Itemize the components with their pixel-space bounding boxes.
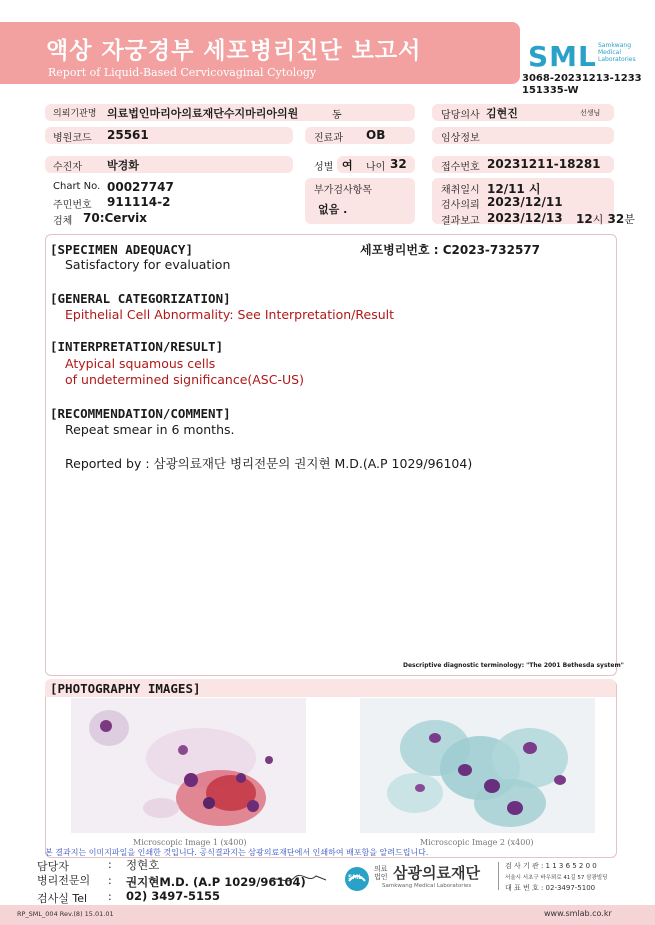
extra-tests-label: 부가검사항목 [314, 185, 372, 196]
interpretation-heading: [INTERPRETATION/RESULT] [50, 339, 224, 354]
pathologist-value: 권지현M.D. (A.P 1029/96104) [126, 875, 306, 889]
adequacy-heading: [SPECIMEN ADEQUACY] [50, 242, 193, 257]
tel-label: 검사실 Tel [37, 892, 88, 905]
receipt-value: 20231211-18281 [487, 157, 601, 171]
patient-value: 박경화 [107, 159, 139, 172]
reported-hour-unit: 시 [592, 213, 604, 226]
patient-label: 수진자 [53, 162, 82, 173]
general-text: Epithelial Cell Abnormality: See Interpretation/Result [65, 307, 394, 322]
reported-time [576, 211, 635, 227]
microscopic-image-2 [360, 698, 595, 833]
reported-minute: 32 [607, 212, 625, 226]
sml-logo: SML [528, 40, 597, 73]
institution-label: 의뢰기관명 [53, 109, 97, 119]
specimen-value: 70:Cervix [83, 211, 148, 225]
staff-value: 정현호 [126, 858, 160, 872]
institution-suffix: 동 [332, 110, 342, 121]
adequacy-text: Satisfactory for evaluation [65, 257, 231, 272]
general-heading: [GENERAL CATEGORIZATION] [50, 291, 231, 306]
specimen-label: 검체 [53, 216, 73, 227]
id-value: 911114-2 [107, 195, 171, 209]
tel-value: 02) 3497-5155 [126, 889, 221, 903]
chart-value: 00027747 [107, 180, 174, 194]
footer-divider [498, 862, 499, 890]
recommendation-heading: [RECOMMENDATION/COMMENT] [50, 406, 231, 421]
clinical-info-label: 임상정보 [441, 133, 480, 144]
institution-value: 의료법인마리아의료재단수지마리아의원 [107, 107, 299, 120]
print-notice: 본 결과지는 이미지파일을 인쇄한 것입니다. 공식결과지는 삼광의료재단에서 인쇄하여 배포함을 알려드립니다. [45, 848, 429, 857]
doctor-value: 김현진 [486, 107, 518, 120]
department-value: OB [366, 128, 386, 142]
reported-label: 결과보고 [441, 216, 480, 227]
org-phone: 대 표 번 호 : 02-3497-5100 [505, 884, 596, 892]
doctor-suffix: 선생님 [580, 109, 601, 117]
collected-label: 채취일시 [441, 185, 480, 196]
interpretation-line-2: of undetermined significance(ASC-US) [65, 372, 304, 387]
sex-value: 여 [342, 159, 353, 172]
org-name: 삼광의료재단 [393, 864, 480, 882]
extra-tests-value: 없음 . [318, 203, 348, 216]
department-label: 진료과 [314, 133, 343, 144]
microscopic-image-1-graphic [71, 698, 306, 833]
reference-line-1: 3068-20231213-1233 [522, 73, 642, 84]
receipt-label: 접수번호 [441, 162, 480, 173]
chart-label: Chart No. [53, 181, 101, 192]
signature-scribble [268, 872, 328, 888]
cytology-number [360, 241, 540, 258]
report-title: 액상 자궁경부 세포병리진단 보고서 [46, 38, 422, 64]
org-english-name: Samkwang Medical Laboratories [382, 883, 472, 889]
reported-value: 2023/12/13 [487, 211, 563, 225]
requested-label: 검사의뢰 [441, 200, 480, 211]
website-link[interactable]: www.smlab.co.kr [544, 909, 612, 918]
tel-colon: : [108, 890, 112, 903]
patient-row [45, 156, 293, 173]
reported-hour: 12 [576, 212, 593, 226]
org-logo-text: SML [348, 874, 363, 881]
age-label: 나이 [366, 162, 386, 173]
report-reference-number [522, 73, 642, 97]
cytology-number-value: C2023-732577 [442, 243, 541, 257]
hospital-code-label: 병원코드 [53, 133, 92, 144]
photos-heading: [PHOTOGRAPHY IMAGES] [50, 681, 201, 696]
org-registration: 검 사 기 관 : 1 1 3 6 5 2 0 0 [505, 862, 597, 870]
hospital-code-value: 25561 [107, 128, 149, 142]
collected-value: 12/11 시 [487, 182, 541, 196]
reported-by: Reported by : 삼광의료재단 병리전문의 권지현 M.D.(A.P 1029/96104) [65, 456, 473, 471]
doctor-label: 담당의사 [441, 110, 480, 121]
report-subtitle: Report of Liquid-Based Cervicovaginal Cytology [48, 66, 317, 79]
org-address: 서울시 서초구 바우뫼로 41길 57 삼광빌딩 [505, 875, 608, 881]
interpretation-line-1: Atypical squamous cells [65, 356, 216, 371]
age-value: 32 [390, 157, 407, 171]
sex-label: 성별 [314, 162, 334, 173]
microscopic-image-1 [71, 698, 306, 833]
staff-label: 담당자 [37, 860, 69, 873]
id-label: 주민번호 [53, 200, 92, 211]
requested-value: 2023/12/11 [487, 195, 563, 209]
staff-colon: : [108, 858, 112, 871]
microscopic-image-2-graphic [360, 698, 595, 833]
org-prefix: 의료법인 [374, 865, 388, 881]
pathologist-label: 병리전문의 [37, 874, 91, 887]
cytology-number-label: 세포병리번호 : [360, 243, 439, 257]
recommendation-text: Repeat smear in 6 months. [65, 422, 235, 437]
image-1-caption: Microscopic Image 1 (x400) [133, 838, 247, 847]
document-code: RP_SML_004 Rev.(8) 15.01.01 [17, 910, 114, 918]
terminology-note: Descriptive diagnostic terminology: "The 2001 Bethesda system" [403, 662, 624, 669]
reported-minute-unit: 분 [624, 213, 635, 226]
sml-logo-subtext: Samkwang Medical Laboratories [598, 42, 636, 63]
image-2-caption: Microscopic Image 2 (x400) [420, 838, 534, 847]
reference-line-2: 151335-W [522, 85, 579, 96]
pathologist-colon: : [108, 874, 112, 887]
